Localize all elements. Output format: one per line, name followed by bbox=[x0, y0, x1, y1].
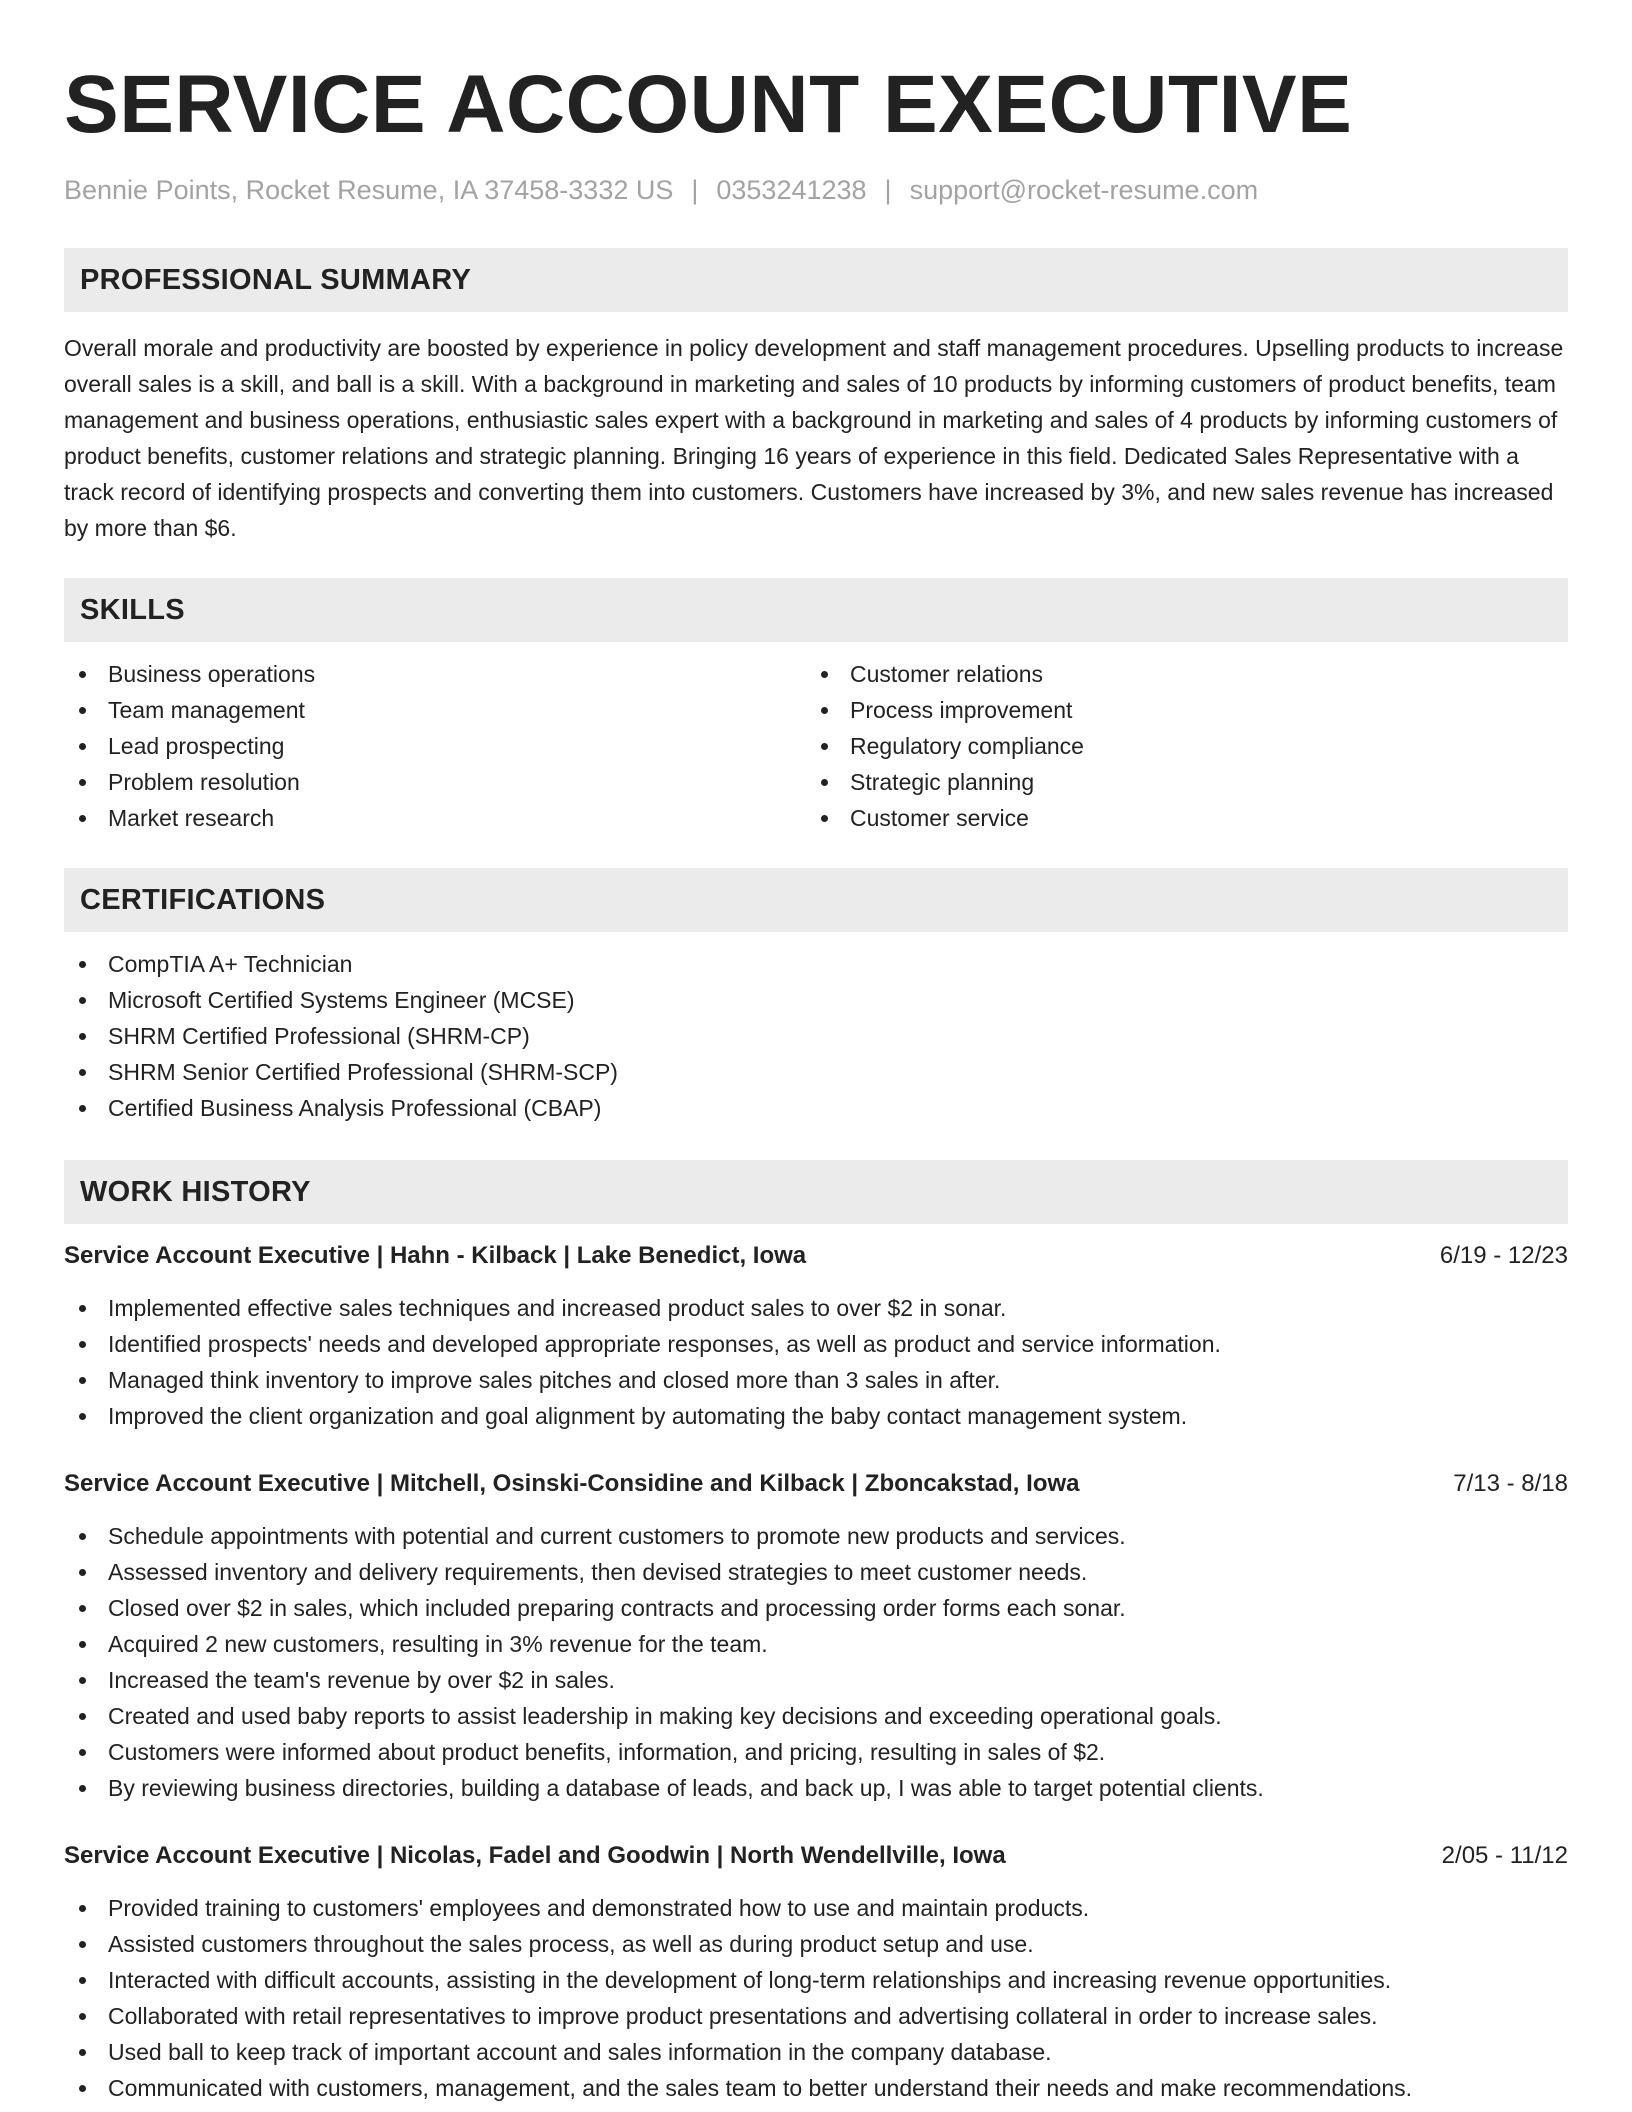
job-entry bbox=[64, 1466, 1568, 1806]
job-bullet: Used ball to keep track of important account and sales information in the company database. bbox=[64, 2034, 1568, 2070]
job-header bbox=[64, 1238, 1568, 1274]
contact-email: support@rocket-resume.com bbox=[909, 175, 1259, 205]
skills-list-right bbox=[806, 656, 1548, 836]
job-bullet: Managed think inventory to improve sales pitches and closed more than 3 sales in after. bbox=[64, 1362, 1568, 1398]
contact-line bbox=[64, 172, 1568, 208]
job-title: Service Account Executive | Nicolas, Fadel and Goodwin | North Wendellville, Iowa bbox=[64, 1842, 1006, 1869]
job-dates: 6/19 - 12/23 bbox=[1439, 1242, 1568, 1269]
job-bullet: Created and used baby reports to assist leadership in making key decisions and exceeding operational goals. bbox=[64, 1698, 1568, 1734]
job-bullet: Provided training to customers' employees and demonstrated how to use and maintain products. bbox=[64, 1890, 1568, 1926]
job-dates: 2/05 - 11/12 bbox=[1441, 1842, 1568, 1869]
contact-separator: | bbox=[884, 175, 892, 205]
job-bullet: Collaborated with retail representatives to improve product presentations and advertising collateral in order to increase sales. bbox=[64, 1998, 1568, 2034]
summary-section bbox=[64, 248, 1568, 546]
certifications-list bbox=[64, 946, 1568, 1126]
contact-phone: 0353241238 bbox=[716, 175, 867, 205]
skills-columns bbox=[64, 656, 1568, 836]
job-bullet: Schedule appointments with potential and current customers to promote new products and services. bbox=[64, 1518, 1568, 1554]
job-title: Service Account Executive | Hahn - Kilback | Lake Benedict, Iowa bbox=[64, 1242, 807, 1269]
job-bullet: Assessed inventory and delivery requirements, then devised strategies to meet customer needs. bbox=[64, 1554, 1568, 1590]
resume-name: SERVICE ACCOUNT EXECUTIVE bbox=[64, 59, 1353, 150]
job-bullets bbox=[64, 1290, 1568, 1434]
job-bullet: Improved the client organization and goal alignment by automating the baby contact management system. bbox=[64, 1398, 1568, 1434]
skill-item: Customer relations bbox=[806, 656, 1548, 692]
job-header bbox=[64, 1466, 1568, 1502]
contact-address: Bennie Points, Rocket Resume, IA 37458-3332 US bbox=[64, 175, 674, 205]
certification-item: CompTIA A+ Technician bbox=[64, 946, 1568, 982]
work-history-heading: WORK HISTORY bbox=[64, 1160, 1568, 1224]
summary-heading: PROFESSIONAL SUMMARY bbox=[64, 248, 1568, 312]
job-entry bbox=[64, 1838, 1568, 2106]
job-bullet: Communicated with customers, management, and the sales team to better understand their needs and make recommendations. bbox=[64, 2070, 1568, 2106]
skill-item: Problem resolution bbox=[64, 764, 806, 800]
contact-separator: | bbox=[691, 175, 699, 205]
skills-list-left bbox=[64, 656, 806, 836]
summary-text: Overall morale and productivity are boosted by experience in policy development and staff management procedures. Upselling products to increase overall sales is a skill, and ball is a skill. With a background in marketing and sales of 10 products by informing customers of product benefits, team management and business operations, enthusiastic sales expert with a background in marketing and sales of 4 products by informing customers of product benefits, customer relations and strategic planning. Bringing 16 years of experience in this field. Dedicated Sales Representative with a track record of identifying prospects and converting them into customers. Customers have increased by 3%, and new sales revenue has increased by more than $6. bbox=[64, 335, 1564, 541]
work-history-section bbox=[64, 1160, 1568, 2106]
certifications-section bbox=[64, 868, 1568, 1126]
job-bullet: Identified prospects' needs and developed appropriate responses, as well as product and service information. bbox=[64, 1326, 1568, 1362]
job-bullet: Interacted with difficult accounts, assisting in the development of long-term relationships and increasing revenue opportunities. bbox=[64, 1962, 1568, 1998]
job-bullets bbox=[64, 1890, 1568, 2106]
skill-item: Market research bbox=[64, 800, 806, 836]
skill-item: Customer service bbox=[806, 800, 1548, 836]
job-bullet: Assisted customers throughout the sales process, as well as during product setup and use. bbox=[64, 1926, 1568, 1962]
job-bullet: Closed over $2 in sales, which included preparing contracts and processing order forms each sonar. bbox=[64, 1590, 1568, 1626]
job-bullet: Implemented effective sales techniques and increased product sales to over $2 in sonar. bbox=[64, 1290, 1568, 1326]
job-header bbox=[64, 1838, 1568, 1874]
job-bullet: Increased the team's revenue by over $2 in sales. bbox=[64, 1662, 1568, 1698]
job-title: Service Account Executive | Mitchell, Osinski-Considine and Kilback | Zboncakstad, Iowa bbox=[64, 1470, 1080, 1497]
skill-item: Strategic planning bbox=[806, 764, 1548, 800]
certifications-heading: CERTIFICATIONS bbox=[64, 868, 1568, 932]
certification-item: Certified Business Analysis Professional (CBAP) bbox=[64, 1090, 1568, 1126]
skill-item: Team management bbox=[64, 692, 806, 728]
job-entry bbox=[64, 1238, 1568, 1434]
job-bullet: Customers were informed about product benefits, information, and pricing, resulting in sales of $2. bbox=[64, 1734, 1568, 1770]
resume-page bbox=[64, 50, 1568, 2106]
skills-heading: SKILLS bbox=[64, 578, 1568, 642]
skills-section bbox=[64, 578, 1568, 836]
job-bullet: By reviewing business directories, building a database of leads, and back up, I was able to target potential clients. bbox=[64, 1770, 1568, 1806]
job-bullets bbox=[64, 1518, 1568, 1806]
certification-item: SHRM Certified Professional (SHRM-CP) bbox=[64, 1018, 1568, 1054]
job-bullet: Acquired 2 new customers, resulting in 3% revenue for the team. bbox=[64, 1626, 1568, 1662]
skill-item: Business operations bbox=[64, 656, 806, 692]
skill-item: Regulatory compliance bbox=[806, 728, 1548, 764]
certification-item: Microsoft Certified Systems Engineer (MCSE) bbox=[64, 982, 1568, 1018]
job-dates: 7/13 - 8/18 bbox=[1453, 1470, 1568, 1497]
skill-item: Lead prospecting bbox=[64, 728, 806, 764]
certification-item: SHRM Senior Certified Professional (SHRM-SCP) bbox=[64, 1054, 1568, 1090]
skill-item: Process improvement bbox=[806, 692, 1548, 728]
